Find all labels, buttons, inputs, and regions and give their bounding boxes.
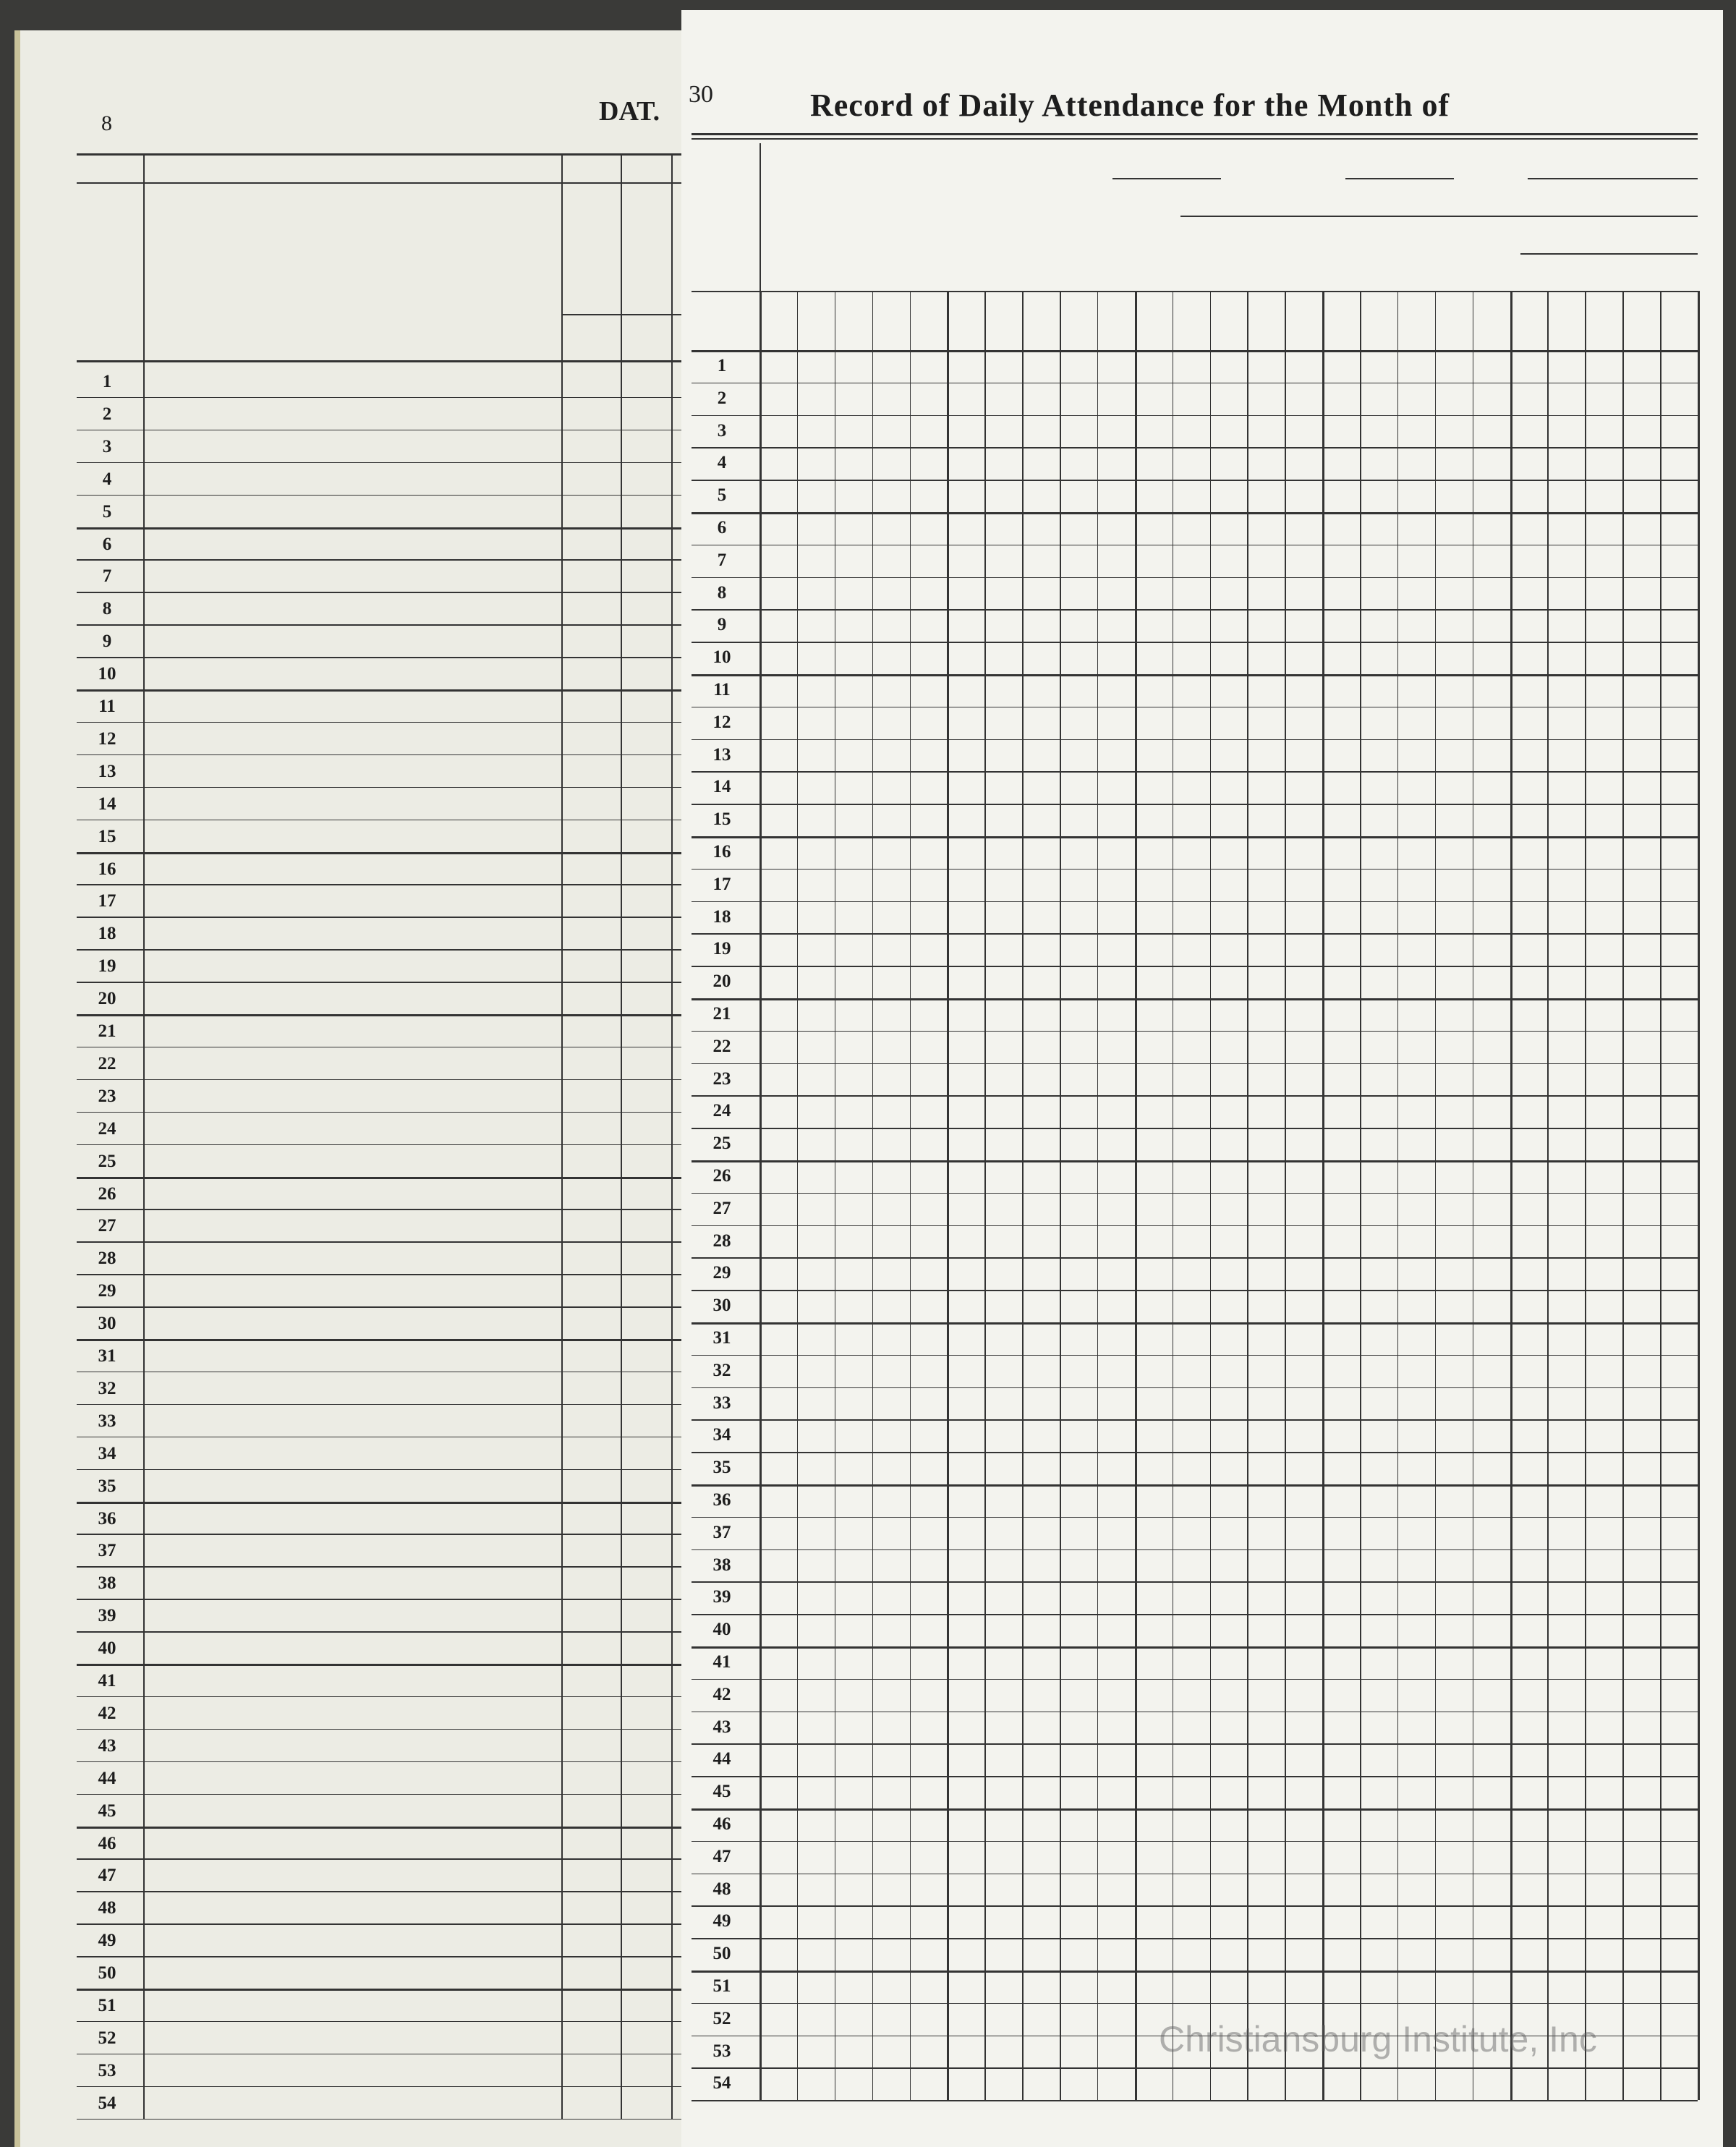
attendance-row-rule	[692, 739, 1698, 741]
row-number-right: 50	[712, 1944, 731, 1964]
attendance-row-rule	[692, 1160, 1698, 1162]
row-number: 46	[98, 1833, 116, 1853]
substitute-blank[interactable]	[1345, 178, 1454, 179]
attendance-row-rule	[692, 2067, 1698, 2069]
row-number-right: 40	[712, 1620, 731, 1640]
row-number: 29	[98, 1281, 116, 1301]
row-rule	[77, 657, 686, 658]
row-number: 20	[98, 989, 116, 1009]
page-number-right: 30	[689, 81, 713, 108]
row-rule	[77, 2054, 686, 2055]
row-number-right: 34	[712, 1425, 731, 1445]
row-number: 15	[98, 826, 116, 846]
row-rule	[77, 1274, 686, 1275]
row-number: 17	[98, 891, 116, 911]
attendance-row-rule	[692, 1063, 1698, 1065]
row-rule	[77, 527, 686, 530]
day-col-rule	[1173, 291, 1174, 2100]
row-number: 9	[102, 632, 112, 652]
row-rule	[77, 1827, 686, 1829]
row-rule	[77, 1923, 686, 1925]
row-number-right: 27	[712, 1198, 731, 1218]
attendance-row-rule	[692, 1679, 1698, 1680]
row-rule	[77, 1014, 686, 1016]
attendance-row-rule	[692, 1646, 1698, 1649]
attendance-row-rule	[692, 383, 1698, 384]
row-number-right: 26	[712, 1166, 731, 1186]
row-number-right: 1	[717, 356, 727, 375]
attendance-row-rule	[692, 1387, 1698, 1389]
row-number: 14	[98, 794, 116, 814]
row-rule	[77, 689, 686, 692]
attendance-row-rule	[692, 1743, 1698, 1745]
row-rule	[77, 1729, 686, 1730]
row-rule	[77, 430, 686, 431]
row-rule	[77, 1404, 686, 1406]
row-number-right: 22	[712, 1036, 731, 1056]
row-number-right: 54	[712, 2073, 731, 2093]
attendance-row-rule	[692, 1614, 1698, 1615]
total-blank[interactable]	[1528, 178, 1698, 179]
row-rule	[77, 1956, 686, 1957]
row-number-right: 31	[712, 1328, 731, 1348]
day-col-rule	[835, 291, 836, 2100]
row-number: 45	[98, 1800, 116, 1821]
row-number-right: 13	[712, 744, 731, 765]
row-rule	[77, 787, 686, 788]
row-number: 48	[98, 1898, 116, 1918]
row-number-right: 19	[712, 939, 731, 959]
row-rule	[77, 1631, 686, 1633]
row-rule	[77, 559, 686, 561]
row-rule	[77, 1469, 686, 1471]
attendance-row-rule	[692, 609, 1698, 611]
row-rule	[77, 1144, 686, 1146]
row-rule	[77, 1761, 686, 1763]
total-employed-blank[interactable]	[1520, 253, 1698, 255]
row-number-right: 21	[712, 1004, 731, 1024]
row-number: 13	[98, 761, 116, 781]
row-number: 5	[102, 501, 112, 522]
row-rule	[77, 1696, 686, 1698]
row-number-right: 42	[712, 1684, 731, 1704]
row-number-right: 41	[712, 1652, 731, 1672]
row-rule	[77, 722, 686, 723]
row-number-right: 18	[712, 906, 731, 927]
day-col-rule	[1247, 291, 1248, 2100]
attendance-row-rule	[692, 966, 1698, 967]
f-col-border	[621, 153, 622, 2119]
row-number-right: 48	[712, 1879, 731, 1899]
row-rule	[77, 917, 686, 918]
row-number-right: 46	[712, 1814, 731, 1834]
name-col-border	[143, 153, 145, 2119]
header-bottom-rule	[77, 360, 686, 362]
row-rule	[77, 1437, 686, 1438]
attendance-row-rule	[692, 1776, 1698, 1777]
attendance-row-rule	[692, 1517, 1698, 1518]
row-number-right: 51	[712, 1976, 731, 1996]
code-subheader-rule	[561, 314, 686, 315]
row-rule	[77, 1241, 686, 1243]
row-number-right: 24	[712, 1101, 731, 1121]
attendance-row-rule	[692, 577, 1698, 579]
attendance-row-rule	[692, 1452, 1698, 1453]
row-rule	[77, 2119, 686, 2120]
row-number-right: 30	[712, 1296, 731, 1316]
row-number: 34	[98, 1443, 116, 1463]
day-col-rule	[1022, 291, 1024, 2100]
row-number: 21	[98, 1021, 116, 1041]
attendance-row-rule	[692, 771, 1698, 773]
day-col-rule	[1210, 291, 1212, 2100]
attendance-row-rule	[692, 1031, 1698, 1032]
row-number: 7	[102, 566, 112, 587]
row-rule	[77, 624, 686, 626]
row-number-right: 52	[712, 2008, 731, 2028]
row-rule	[77, 1209, 686, 1210]
row-number-right: 53	[712, 2041, 731, 2061]
day-col-rule	[984, 291, 986, 2100]
attendance-row-rule	[692, 2100, 1698, 2101]
row-number-right: 49	[712, 1911, 731, 1931]
attendance-row-rule	[692, 869, 1698, 870]
day-header-bottom-rule	[692, 350, 1698, 352]
row-number: 54	[98, 2093, 116, 2113]
row-number: 10	[98, 664, 116, 684]
row-number: 38	[98, 1573, 116, 1594]
page-number: 8	[101, 111, 112, 135]
attendance-row-rule	[692, 804, 1698, 805]
attendance-row-rule	[692, 447, 1698, 448]
row-number-right: 6	[717, 518, 727, 537]
row-number-right: 15	[712, 809, 731, 830]
row-number: 40	[98, 1638, 116, 1659]
day-col-rule	[1510, 291, 1512, 2100]
row-rule	[77, 1891, 686, 1892]
attendance-row-rule	[692, 1970, 1698, 1973]
row-rule	[77, 495, 686, 496]
regular-teacher-blank[interactable]	[1112, 178, 1221, 179]
row-number: 26	[98, 1183, 116, 1204]
row-number: 35	[98, 1476, 116, 1496]
row-number-right: 32	[712, 1360, 731, 1380]
row-number-right: 16	[712, 842, 731, 862]
row-rule	[77, 949, 686, 951]
row-number-right: 45	[712, 1782, 731, 1802]
attendance-row-rule	[692, 1808, 1698, 1811]
row-number: 31	[98, 1346, 116, 1366]
attendance-row-rule	[692, 1095, 1698, 1097]
row-number: 32	[98, 1378, 116, 1398]
attendance-row-rule	[692, 1193, 1698, 1194]
row-number: 37	[98, 1541, 116, 1561]
row-number-right: 39	[712, 1587, 731, 1607]
day-col-rule	[1360, 291, 1361, 2100]
row-number: 51	[98, 1996, 116, 2015]
day-col-rule	[1547, 291, 1549, 2100]
row-number-right: 9	[717, 615, 727, 635]
row-number: 52	[98, 2028, 116, 2048]
row-number-right: 20	[712, 972, 731, 992]
row-rule	[77, 1112, 686, 1113]
row-number: 12	[98, 728, 116, 749]
row-number-right: 37	[712, 1522, 731, 1542]
row-number: 49	[98, 1931, 116, 1951]
row-number: 28	[98, 1249, 116, 1269]
row-number-right: 47	[712, 1846, 731, 1866]
left-page	[14, 30, 694, 2147]
row-number: 19	[98, 956, 116, 977]
day-col-rule	[1322, 291, 1324, 2100]
attendance-row-rule	[692, 901, 1698, 903]
attendance-row-rule	[692, 1581, 1698, 1583]
page-title: Record of Daily Attendance for the Month of	[810, 88, 1450, 123]
day-col-rule	[1660, 291, 1661, 2100]
not-teaching-blank[interactable]	[1180, 216, 1698, 217]
day-header-top-rule	[692, 291, 1698, 292]
row-number: 39	[98, 1606, 116, 1626]
row-number: 11	[98, 697, 116, 716]
attendance-row-rule	[692, 1355, 1698, 1356]
row-rule	[77, 1502, 686, 1504]
row-number-right: 3	[717, 420, 727, 441]
row-number: 4	[102, 469, 112, 489]
attendance-row-rule	[692, 1128, 1698, 1129]
row-rule	[77, 2021, 686, 2023]
right-page	[681, 10, 1723, 2147]
attendance-row-rule	[692, 1549, 1698, 1551]
row-number: 33	[98, 1411, 116, 1431]
attendance-row-rule	[692, 1290, 1698, 1291]
day-col-rule	[1435, 291, 1437, 2100]
row-rule	[77, 2086, 686, 2088]
row-number: 47	[98, 1866, 116, 1886]
row-number: 44	[98, 1768, 116, 1788]
header-number-rule	[77, 182, 686, 184]
row-rule	[77, 884, 686, 885]
row-number: 3	[102, 436, 112, 456]
day-col-rule	[1097, 291, 1099, 2100]
row-number-right: 5	[717, 485, 727, 506]
title-rule-1	[692, 133, 1698, 135]
row-number-right: 12	[712, 712, 731, 732]
day-col-rule	[872, 291, 874, 2100]
row-rule	[77, 1177, 686, 1179]
day-col-rule	[1622, 291, 1624, 2100]
row-number: 1	[102, 372, 112, 391]
row-rule	[77, 1599, 686, 1600]
attendance-row-rule	[692, 415, 1698, 417]
row-number-right: 36	[712, 1490, 731, 1510]
row-number: 30	[98, 1314, 116, 1334]
row-number-right: 38	[712, 1555, 731, 1575]
day-col-rule	[1285, 291, 1286, 2100]
day-col-rule	[1585, 291, 1586, 2100]
row-number: 2	[102, 404, 112, 424]
attendance-row-rule	[692, 1484, 1698, 1487]
row-number-right: 44	[712, 1749, 731, 1769]
row-number: 41	[98, 1671, 116, 1691]
row-number-right: 7	[717, 550, 727, 570]
row-rule	[77, 1794, 686, 1795]
row-rule	[77, 1339, 686, 1341]
row-rule	[77, 1306, 686, 1308]
attendance-row-rule	[692, 1905, 1698, 1907]
day-col-rule	[1473, 291, 1474, 2100]
day-col-rule	[1060, 291, 1061, 2100]
attendance-row-rule	[692, 1712, 1698, 1713]
row-number-right: 11	[713, 680, 731, 700]
row-rule	[77, 1534, 686, 1535]
code-col-border	[561, 153, 563, 2119]
row-rule	[77, 1372, 686, 1373]
row-rule	[77, 820, 686, 821]
attendance-row-rule	[692, 2003, 1698, 2004]
row-number-right: 10	[712, 647, 731, 668]
row-number-right: 17	[712, 874, 731, 894]
row-number: 22	[98, 1053, 116, 1074]
row-rule	[77, 1566, 686, 1568]
row-number: 16	[98, 859, 116, 879]
attendance-row-rule	[692, 480, 1698, 481]
row-number: 18	[98, 924, 116, 944]
attendance-row-rule	[692, 1257, 1698, 1259]
attendance-row-rule	[692, 545, 1698, 546]
row-rule	[77, 1079, 686, 1081]
day-col-rule	[1135, 291, 1137, 2100]
day-col-rule	[910, 291, 911, 2100]
row-number-right: 33	[712, 1393, 731, 1413]
row-number-right: 14	[712, 777, 731, 797]
day-col-rule	[1698, 291, 1700, 2100]
row-number: 24	[98, 1118, 116, 1139]
row-rule	[77, 1047, 686, 1048]
row-number-right: 23	[712, 1068, 731, 1089]
attendance-row-rule	[692, 836, 1698, 838]
attendance-row-rule	[692, 1225, 1698, 1227]
attendance-row-rule	[692, 1322, 1698, 1325]
attendance-row-rule	[692, 1938, 1698, 1939]
row-rule	[77, 1664, 686, 1666]
row-number: 25	[98, 1151, 116, 1171]
row-rule	[77, 592, 686, 593]
day-col-rule	[1397, 291, 1399, 2100]
row-rule	[77, 462, 686, 464]
day-col-rule	[797, 291, 799, 2100]
attendance-row-rule	[692, 512, 1698, 514]
page-title-fragment: DAT.	[599, 96, 660, 127]
row-rule	[77, 397, 686, 399]
attendance-row-rule	[692, 998, 1698, 1000]
attendance-row-rule	[692, 1841, 1698, 1842]
row-number: 8	[102, 599, 112, 619]
watermark: Christiansburg Institute, Inc	[1159, 2019, 1597, 2059]
row-number-right: 8	[717, 582, 727, 603]
day-col-rule	[947, 291, 949, 2100]
row-number-right: 4	[717, 453, 727, 473]
row-number-right: 25	[712, 1134, 731, 1154]
attendance-row-rule	[692, 933, 1698, 935]
row-number: 27	[98, 1216, 116, 1236]
row-rule	[77, 982, 686, 983]
row-rule	[77, 754, 686, 756]
row-number: 23	[98, 1086, 116, 1106]
col4-border	[671, 153, 673, 2119]
row-number-right: 29	[712, 1263, 731, 1283]
row-number-right: 28	[712, 1230, 731, 1251]
attendance-row-rule	[692, 674, 1698, 676]
attendance-row-rule	[692, 1874, 1698, 1875]
row-rule	[77, 852, 686, 854]
title-rule-2	[692, 138, 1698, 140]
row-number-right: 43	[712, 1717, 731, 1737]
attendance-row-rule	[692, 707, 1698, 708]
attendance-row-rule	[692, 1419, 1698, 1421]
row-number: 50	[98, 1963, 116, 1984]
header-top-rule	[77, 153, 686, 156]
row-number-right: 35	[712, 1458, 731, 1478]
row-number: 53	[98, 2060, 116, 2080]
row-number: 42	[98, 1703, 116, 1723]
row-number-right: 2	[717, 388, 727, 408]
day-col-rule	[760, 291, 762, 2100]
attendance-row-rule	[692, 642, 1698, 643]
row-rule	[77, 1858, 686, 1860]
row-number: 6	[102, 534, 112, 554]
row-number: 43	[98, 1735, 116, 1756]
row-number: 36	[98, 1508, 116, 1529]
row-rule	[77, 1989, 686, 1991]
